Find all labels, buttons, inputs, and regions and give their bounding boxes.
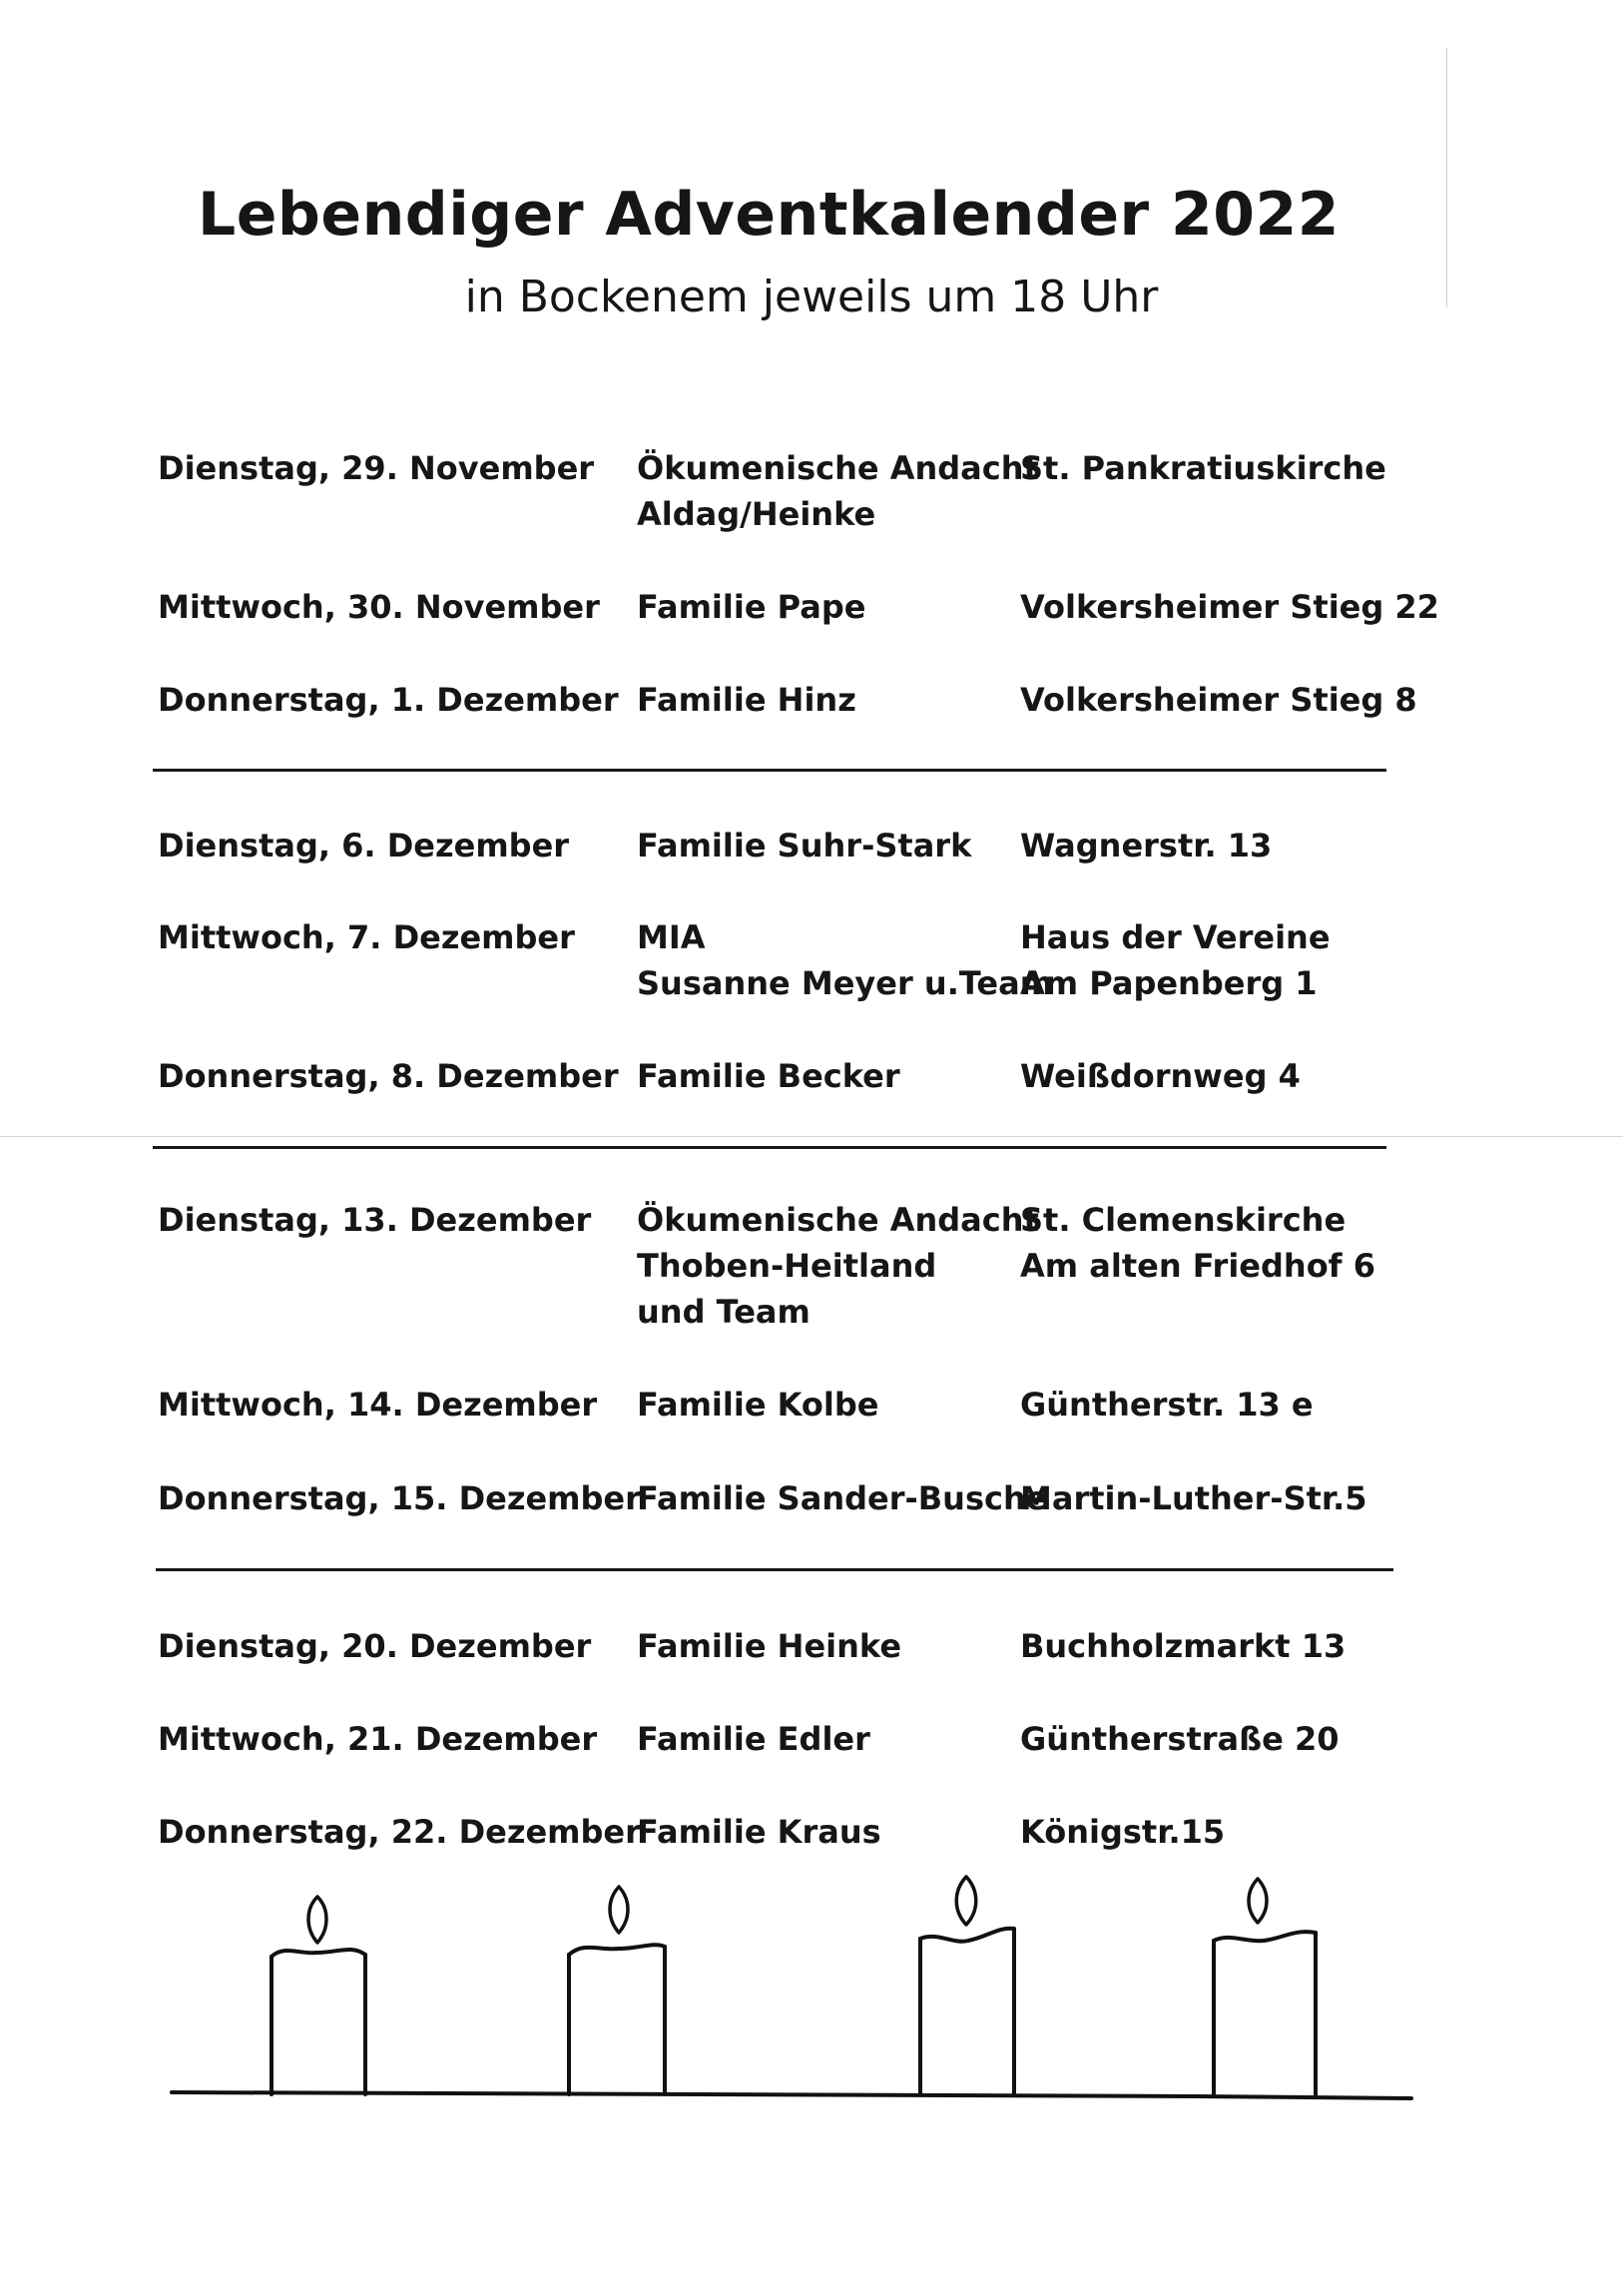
- entry-place-line-2: Am Papenberg 1: [1020, 964, 1318, 1002]
- entry-host: MIA: [637, 918, 706, 956]
- entry-place: Königstr.15: [1020, 1813, 1226, 1851]
- candle-icon: [569, 1887, 665, 2094]
- entry-date: Mittwoch, 7. Dezember: [158, 918, 575, 956]
- entry-host-line-2: Aldag/Heinke: [637, 495, 876, 533]
- entry-host: Familie Hinz: [637, 681, 856, 719]
- candle-icon: [1214, 1879, 1316, 2094]
- entry-place: Martin-Luther-Str.5: [1020, 1479, 1367, 1517]
- entry-host: Familie Becker: [637, 1057, 900, 1095]
- entry-host-line-2: Susanne Meyer u.Team: [637, 964, 1054, 1002]
- entry-place: St. Pankratiuskirche: [1020, 449, 1386, 487]
- entry-host: Familie Kolbe: [637, 1386, 879, 1424]
- entry-host: Familie Edler: [637, 1720, 870, 1758]
- entry-host-line-2: Thoben-Heitland: [637, 1247, 937, 1285]
- entry-date: Dienstag, 29. November: [158, 449, 595, 487]
- entry-place: Weißdornweg 4: [1020, 1057, 1301, 1095]
- entry-host: Familie Sander-Busche: [637, 1479, 1048, 1517]
- entry-host: Familie Heinke: [637, 1627, 902, 1665]
- entry-place: Wagnerstr. 13: [1020, 827, 1273, 864]
- entry-date: Dienstag, 20. Dezember: [158, 1627, 592, 1665]
- entry-place: St. Clemenskirche: [1020, 1201, 1347, 1239]
- entry-host: Familie Pape: [637, 588, 866, 626]
- entry-date: Donnerstag, 15. Dezember: [158, 1479, 641, 1517]
- entry-host: Familie Suhr-Stark: [637, 827, 972, 864]
- entry-date: Mittwoch, 21. Dezember: [158, 1720, 598, 1758]
- entry-date: Dienstag, 13. Dezember: [158, 1201, 592, 1239]
- entry-date: Mittwoch, 14. Dezember: [158, 1386, 598, 1424]
- entry-place-line-2: Am alten Friedhof 6: [1020, 1247, 1375, 1285]
- entry-date: Donnerstag, 8. Dezember: [158, 1057, 619, 1095]
- entry-host: Ökumenische Andacht: [637, 1201, 1039, 1239]
- entry-place: Haus der Vereine: [1020, 918, 1331, 956]
- entry-date: Donnerstag, 22. Dezember: [158, 1813, 641, 1851]
- entry-host-line-3: und Team: [637, 1293, 811, 1331]
- entry-date: Dienstag, 6. Dezember: [158, 827, 570, 864]
- entry-place: Güntherstraße 20: [1020, 1720, 1340, 1758]
- entry-date: Donnerstag, 1. Dezember: [158, 681, 619, 719]
- candle-icon: [920, 1877, 1014, 2094]
- entry-place: Volkersheimer Stieg 22: [1020, 588, 1439, 626]
- candle-icon: [271, 1897, 365, 2094]
- page-subtitle: in Bockenem jeweils um 18 Uhr: [464, 272, 1159, 322]
- page-title: Lebendiger Adventkalender 2022: [198, 180, 1340, 250]
- entry-place: Volkersheimer Stieg 8: [1020, 681, 1417, 719]
- entry-host: Familie Kraus: [637, 1813, 881, 1851]
- entry-place: Buchholzmarkt 13: [1020, 1627, 1347, 1665]
- entry-host: Ökumenische Andacht: [637, 449, 1039, 487]
- entry-place: Güntherstr. 13 e: [1020, 1386, 1314, 1424]
- entry-date: Mittwoch, 30. November: [158, 588, 600, 626]
- candle-baseline: [172, 2092, 1411, 2098]
